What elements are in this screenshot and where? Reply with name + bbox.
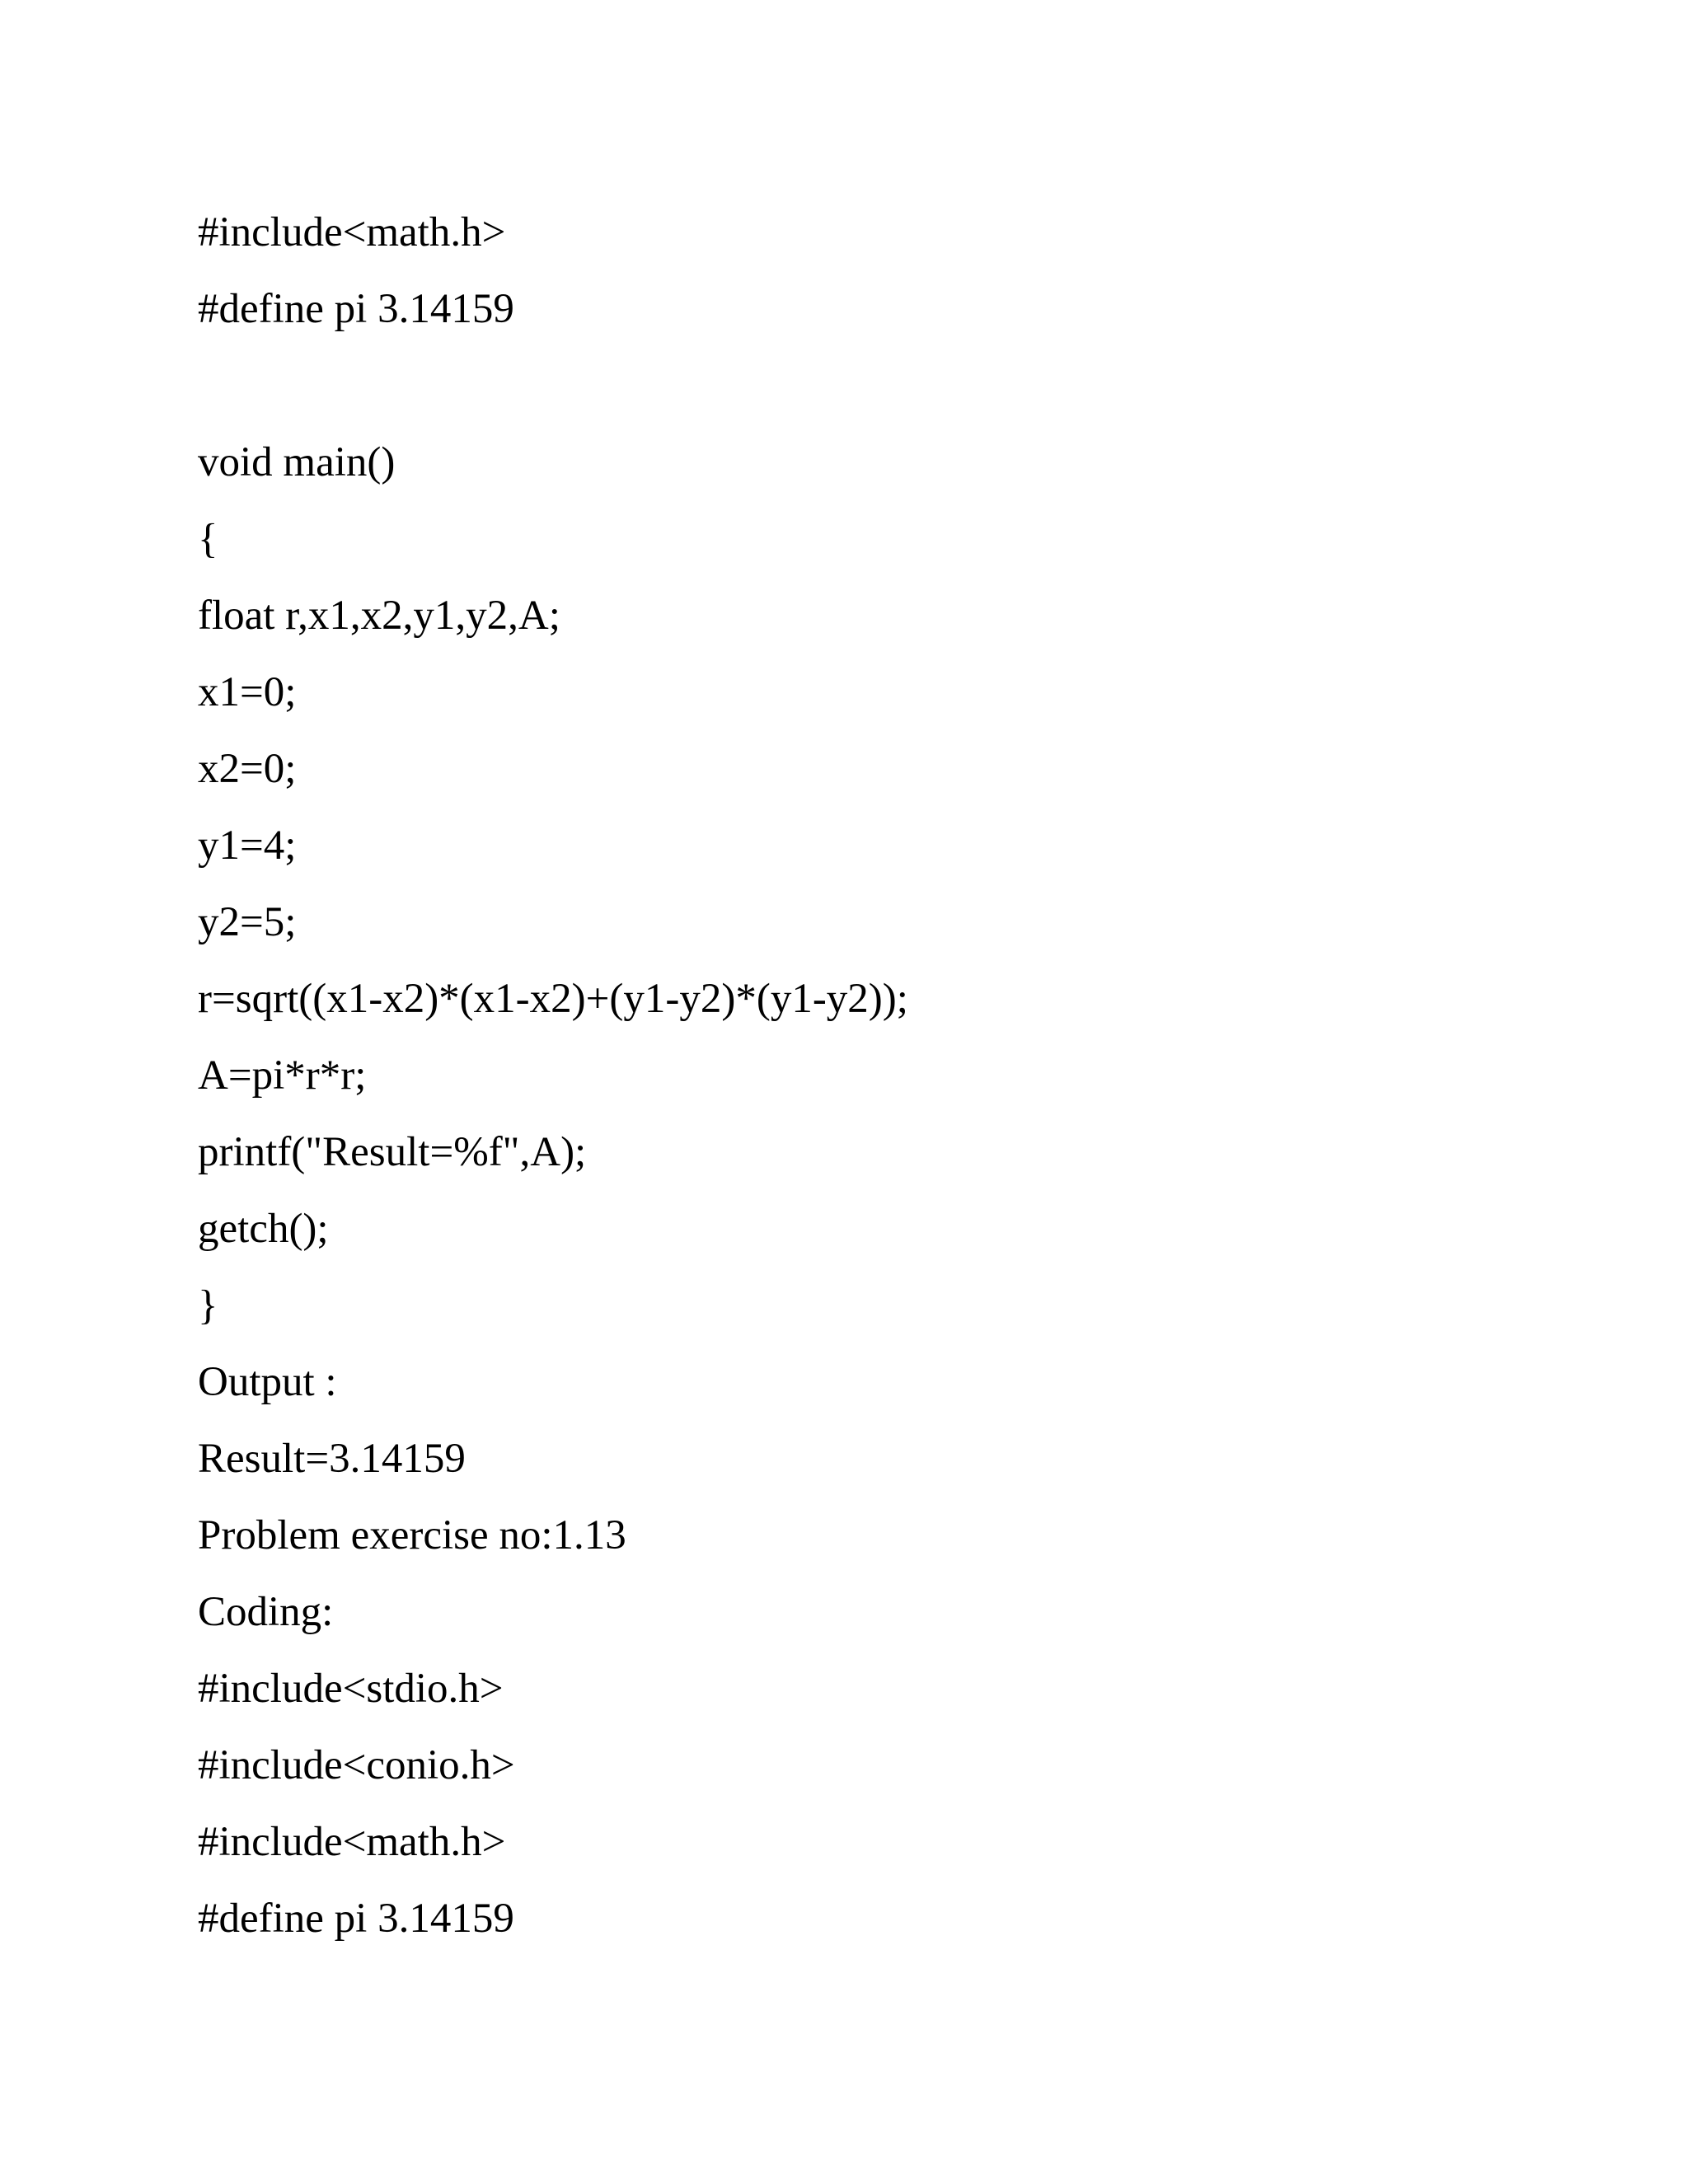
output-heading: Output :: [198, 1359, 337, 1405]
code-line-include-conio: #include<conio.h>: [198, 1742, 515, 1788]
problem-exercise-heading: Problem exercise no:1.13: [198, 1512, 626, 1558]
code-line-define-pi: #define pi 3.14159: [198, 286, 514, 332]
code-line-x1-assign: x1=0;: [198, 669, 297, 715]
code-line-void-main: void main(): [198, 439, 396, 485]
code-line-open-brace: {: [198, 516, 218, 562]
code-line-include-math-2: #include<math.h>: [198, 1819, 506, 1865]
code-line-define-pi-2: #define pi 3.14159: [198, 1896, 514, 1942]
output-result: Result=3.14159: [198, 1436, 466, 1482]
code-line-include-stdio: #include<stdio.h>: [198, 1666, 504, 1712]
code-line-y1-assign: y1=4;: [198, 823, 297, 869]
code-line-r-sqrt: r=sqrt((x1-x2)*(x1-x2)+(y1-y2)*(y1-y2));: [198, 976, 908, 1022]
coding-heading: Coding:: [198, 1589, 334, 1635]
code-line-x2-assign: x2=0;: [198, 746, 297, 792]
code-line-close-brace: }: [198, 1282, 218, 1329]
code-line-float-declaration: float r,x1,x2,y1,y2,A;: [198, 593, 560, 639]
code-line-y2-assign: y2=5;: [198, 899, 297, 945]
code-line-include-math: #include<math.h>: [198, 209, 506, 255]
code-line-area-calc: A=pi*r*r;: [198, 1052, 367, 1099]
code-line-blank: [198, 348, 1599, 424]
code-line-getch: getch();: [198, 1206, 329, 1252]
code-line-printf: printf("Result=%f",A);: [198, 1129, 587, 1175]
code-listing: [198, 194, 1599, 1957]
